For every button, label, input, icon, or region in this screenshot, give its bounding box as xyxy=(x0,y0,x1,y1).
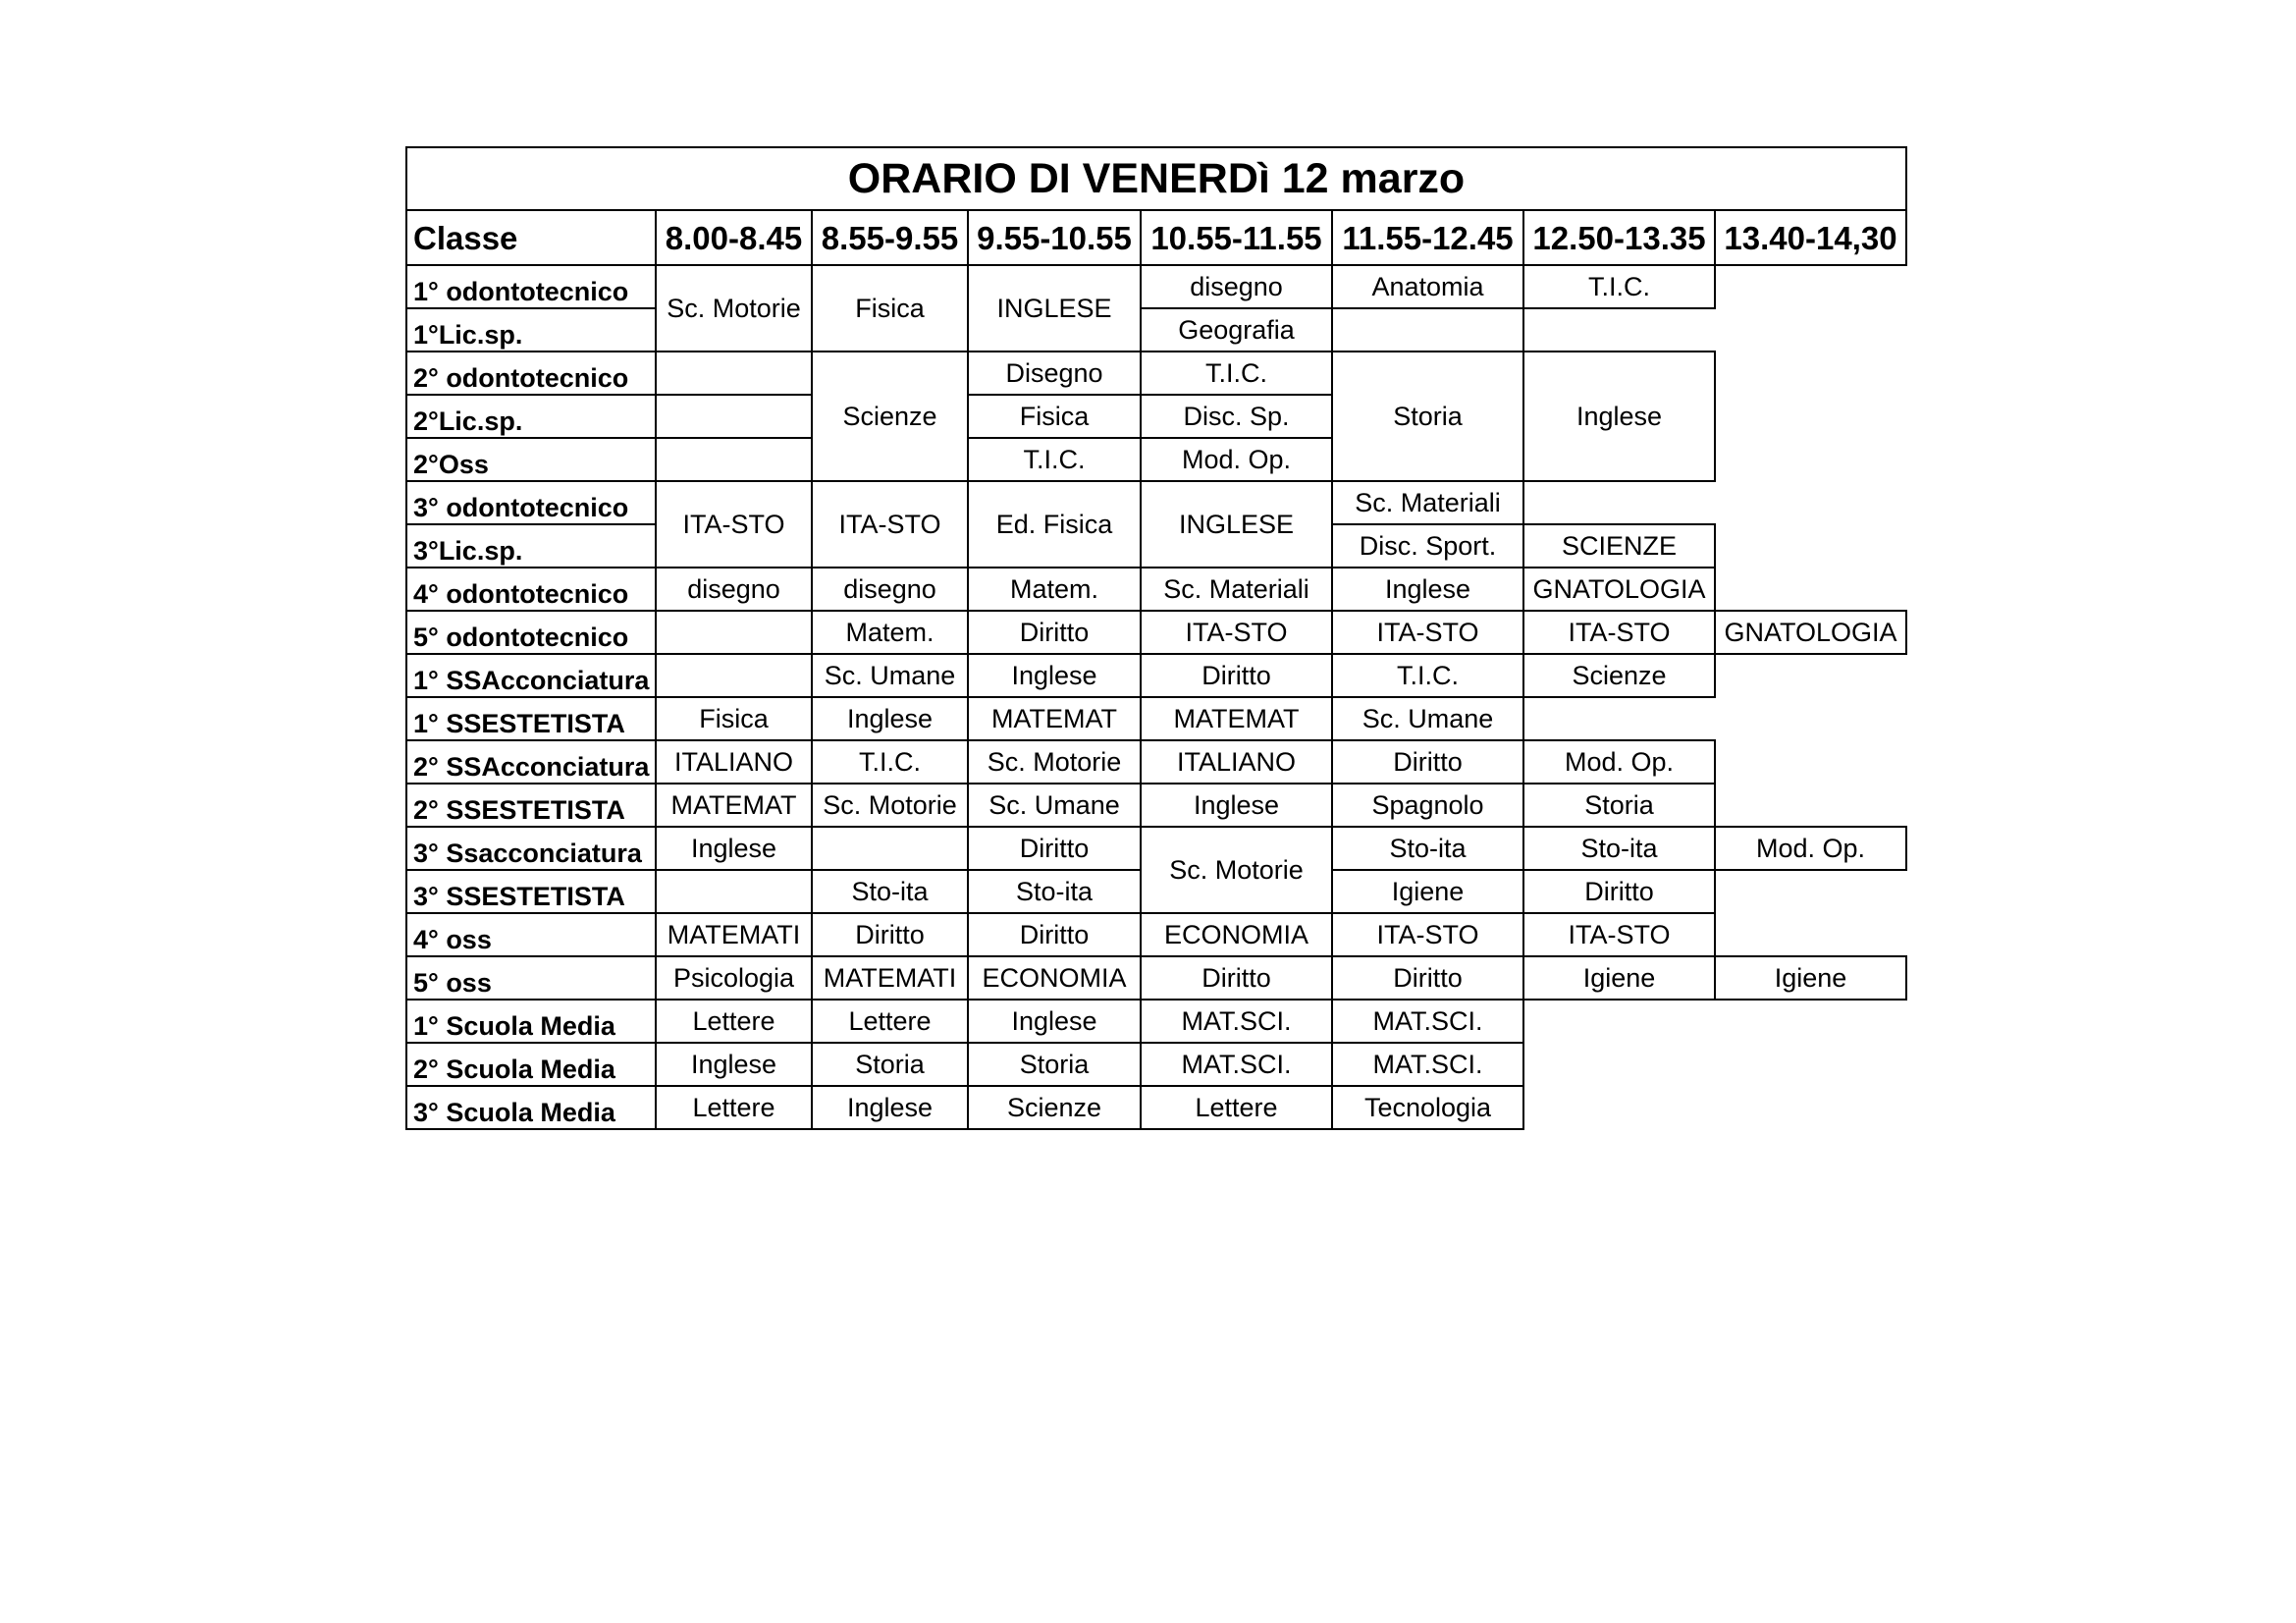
header-slot: 11.55-12.45 xyxy=(1332,210,1523,265)
lesson-cell: Matem. xyxy=(968,568,1141,611)
lesson-cell: T.I.C. xyxy=(1332,654,1523,697)
lesson-cell: ITA-STO xyxy=(1523,611,1715,654)
empty-cell xyxy=(1715,395,1906,438)
lesson-cell: MATEMATI xyxy=(656,913,812,956)
lesson-cell: Sc. Umane xyxy=(812,654,968,697)
empty-cell xyxy=(1715,568,1906,611)
lesson-cell: Inglese xyxy=(1332,568,1523,611)
lesson-cell: ITALIANO xyxy=(1141,740,1332,784)
lesson-cell: MAT.SCI. xyxy=(1141,1000,1332,1043)
class-name: 3° SSESTETISTA xyxy=(406,870,656,913)
class-name: 2° odontotecnico xyxy=(406,352,656,395)
lesson-cell: Fisica xyxy=(656,697,812,740)
lesson-cell: Inglese xyxy=(1523,352,1715,481)
lesson-cell: Tecnologia xyxy=(1332,1086,1523,1129)
header-row xyxy=(406,210,1906,265)
lesson-cell: Scienze xyxy=(968,1086,1141,1129)
table-row xyxy=(406,913,1906,956)
lesson-cell: Inglese xyxy=(812,1086,968,1129)
lesson-cell: Diritto xyxy=(1141,654,1332,697)
lesson-cell xyxy=(656,352,812,395)
table-row xyxy=(406,481,1906,524)
lesson-cell: INGLESE xyxy=(1141,481,1332,568)
empty-cell xyxy=(1523,308,1715,352)
lesson-cell xyxy=(656,611,812,654)
class-name: 3° Scuola Media xyxy=(406,1086,656,1129)
empty-cell xyxy=(1715,481,1906,524)
header-slot: 8.55-9.55 xyxy=(812,210,968,265)
schedule-table xyxy=(405,146,1907,1130)
table-row xyxy=(406,611,1906,654)
lesson-cell: Sto-ita xyxy=(1523,827,1715,870)
lesson-cell: Fisica xyxy=(968,395,1141,438)
lesson-cell: ITA-STO xyxy=(1332,913,1523,956)
lesson-cell: T.I.C. xyxy=(1523,265,1715,308)
lesson-cell: Ed. Fisica xyxy=(968,481,1141,568)
lesson-cell: Diritto xyxy=(968,913,1141,956)
header-slot: 10.55-11.55 xyxy=(1141,210,1332,265)
lesson-cell: ITA-STO xyxy=(1523,913,1715,956)
lesson-cell: ITA-STO xyxy=(1141,611,1332,654)
lesson-cell: MAT.SCI. xyxy=(1332,1043,1523,1086)
table-row xyxy=(406,654,1906,697)
class-name: 4° odontotecnico xyxy=(406,568,656,611)
lesson-cell: Inglese xyxy=(656,1043,812,1086)
lesson-cell: Diritto xyxy=(1523,870,1715,913)
class-name: 2° SSESTETISTA xyxy=(406,784,656,827)
lesson-cell: Lettere xyxy=(812,1000,968,1043)
table-row xyxy=(406,308,1906,352)
lesson-cell: T.I.C. xyxy=(812,740,968,784)
schedule-title: ORARIO DI VENERDì 12 marzo xyxy=(406,147,1906,210)
header-classe: Classe xyxy=(406,210,656,265)
table-row xyxy=(406,784,1906,827)
lesson-cell: Storia xyxy=(1332,352,1523,481)
lesson-cell: Scienze xyxy=(1523,654,1715,697)
lesson-cell: Sc. Motorie xyxy=(1141,827,1332,913)
empty-cell xyxy=(1715,697,1906,740)
lesson-cell: Matem. xyxy=(812,611,968,654)
lesson-cell: Sc. Materiali xyxy=(1141,568,1332,611)
lesson-cell: Diritto xyxy=(968,827,1141,870)
lesson-cell: Sto-ita xyxy=(968,870,1141,913)
table-row xyxy=(406,568,1906,611)
lesson-cell: Storia xyxy=(812,1043,968,1086)
table-row xyxy=(406,1000,1906,1043)
class-name: 2° Scuola Media xyxy=(406,1043,656,1086)
class-name: 3° odontotecnico xyxy=(406,481,656,524)
empty-cell xyxy=(1715,913,1906,956)
empty-cell xyxy=(1523,481,1715,524)
class-name: 1°Lic.sp. xyxy=(406,308,656,352)
lesson-cell: disegno xyxy=(812,568,968,611)
header-slot: 9.55-10.55 xyxy=(968,210,1141,265)
lesson-cell: Igiene xyxy=(1332,870,1523,913)
lesson-cell: MAT.SCI. xyxy=(1332,1000,1523,1043)
lesson-cell xyxy=(656,870,812,913)
lesson-cell: T.I.C. xyxy=(968,438,1141,481)
table-row xyxy=(406,740,1906,784)
lesson-cell: disegno xyxy=(656,568,812,611)
lesson-cell: Igiene xyxy=(1523,956,1715,1000)
lesson-cell: Spagnolo xyxy=(1332,784,1523,827)
empty-cell xyxy=(1715,352,1906,395)
class-name: 2°Oss xyxy=(406,438,656,481)
class-name: 5° odontotecnico xyxy=(406,611,656,654)
lesson-cell: INGLESE xyxy=(968,265,1141,352)
lesson-cell: Disc. Sport. xyxy=(1332,524,1523,568)
lesson-cell xyxy=(656,654,812,697)
lesson-cell: Igiene xyxy=(1715,956,1906,1000)
lesson-cell: Sc. Motorie xyxy=(656,265,812,352)
lesson-cell: Diritto xyxy=(812,913,968,956)
lesson-cell xyxy=(812,827,968,870)
lesson-cell: Sto-ita xyxy=(1332,827,1523,870)
class-name: 2° SSAcconciatura xyxy=(406,740,656,784)
lesson-cell: GNATOLOGIA xyxy=(1523,568,1715,611)
lesson-cell: Lettere xyxy=(656,1086,812,1129)
lesson-cell: MATEMAT xyxy=(968,697,1141,740)
lesson-cell: Anatomia xyxy=(1332,265,1523,308)
lesson-cell: Sc. Motorie xyxy=(812,784,968,827)
lesson-cell: Lettere xyxy=(1141,1086,1332,1129)
lesson-cell: GNATOLOGIA xyxy=(1715,611,1906,654)
lesson-cell: Diritto xyxy=(1141,956,1332,1000)
empty-cell xyxy=(1715,1086,1906,1129)
lesson-cell: Psicologia xyxy=(656,956,812,1000)
empty-cell xyxy=(1715,1043,1906,1086)
lesson-cell: Diritto xyxy=(968,611,1141,654)
empty-cell xyxy=(1715,870,1906,913)
empty-cell xyxy=(1523,1086,1715,1129)
lesson-cell: MATEMAT xyxy=(1141,697,1332,740)
empty-cell xyxy=(1715,308,1906,352)
class-name: 1° Scuola Media xyxy=(406,1000,656,1043)
empty-cell xyxy=(1715,740,1906,784)
lesson-cell xyxy=(656,438,812,481)
empty-cell xyxy=(1715,654,1906,697)
empty-cell xyxy=(1715,524,1906,568)
lesson-cell: Fisica xyxy=(812,265,968,352)
empty-cell xyxy=(1715,784,1906,827)
lesson-cell: Storia xyxy=(968,1043,1141,1086)
empty-cell xyxy=(1523,697,1715,740)
lesson-cell: Disc. Sp. xyxy=(1141,395,1332,438)
header-slot: 8.00-8.45 xyxy=(656,210,812,265)
empty-cell xyxy=(1715,1000,1906,1043)
lesson-cell: disegno xyxy=(1141,265,1332,308)
lesson-cell: ITA-STO xyxy=(1332,611,1523,654)
lesson-cell xyxy=(1332,308,1523,352)
class-name: 5° oss xyxy=(406,956,656,1000)
lesson-cell: Diritto xyxy=(1332,740,1523,784)
lesson-cell: ECONOMIA xyxy=(1141,913,1332,956)
lesson-cell: T.I.C. xyxy=(1141,352,1332,395)
lesson-cell: ITA-STO xyxy=(812,481,968,568)
lesson-cell: Scienze xyxy=(812,352,968,481)
empty-cell xyxy=(1523,1043,1715,1086)
class-name: 2°Lic.sp. xyxy=(406,395,656,438)
lesson-cell: Disegno xyxy=(968,352,1141,395)
table-row xyxy=(406,697,1906,740)
lesson-cell: Storia xyxy=(1523,784,1715,827)
lesson-cell: MAT.SCI. xyxy=(1141,1043,1332,1086)
lesson-cell: Inglese xyxy=(656,827,812,870)
lesson-cell: Inglese xyxy=(968,1000,1141,1043)
header-slot: 13.40-14,30 xyxy=(1715,210,1906,265)
empty-cell xyxy=(1715,438,1906,481)
lesson-cell: Inglese xyxy=(812,697,968,740)
lesson-cell: SCIENZE xyxy=(1523,524,1715,568)
lesson-cell: Diritto xyxy=(1332,956,1523,1000)
class-name: 1° SSESTETISTA xyxy=(406,697,656,740)
lesson-cell: Geografia xyxy=(1141,308,1332,352)
table-row xyxy=(406,352,1906,395)
header-slot: 12.50-13.35 xyxy=(1523,210,1715,265)
class-name: 3° Ssacconciatura xyxy=(406,827,656,870)
lesson-cell: Mod. Op. xyxy=(1141,438,1332,481)
class-name: 4° oss xyxy=(406,913,656,956)
empty-cell xyxy=(1523,1000,1715,1043)
lesson-cell: ECONOMIA xyxy=(968,956,1141,1000)
class-name: 3°Lic.sp. xyxy=(406,524,656,568)
class-name: 1° odontotecnico xyxy=(406,265,656,308)
table-row xyxy=(406,827,1906,870)
lesson-cell: Sc. Motorie xyxy=(968,740,1141,784)
table-row xyxy=(406,265,1906,308)
lesson-cell: Sto-ita xyxy=(812,870,968,913)
lesson-cell: ITALIANO xyxy=(656,740,812,784)
lesson-cell: Sc. Umane xyxy=(1332,697,1523,740)
table-row xyxy=(406,1043,1906,1086)
lesson-cell: Lettere xyxy=(656,1000,812,1043)
empty-cell xyxy=(1715,265,1906,308)
class-name: 1° SSAcconciatura xyxy=(406,654,656,697)
lesson-cell: MATEMATI xyxy=(812,956,968,1000)
table-row xyxy=(406,1086,1906,1129)
lesson-cell: Sc. Materiali xyxy=(1332,481,1523,524)
lesson-cell: Inglese xyxy=(968,654,1141,697)
lesson-cell: ITA-STO xyxy=(656,481,812,568)
lesson-cell: Mod. Op. xyxy=(1715,827,1906,870)
lesson-cell xyxy=(656,395,812,438)
lesson-cell: Sc. Umane xyxy=(968,784,1141,827)
lesson-cell: Mod. Op. xyxy=(1523,740,1715,784)
table-row xyxy=(406,956,1906,1000)
lesson-cell: MATEMAT xyxy=(656,784,812,827)
lesson-cell: Inglese xyxy=(1141,784,1332,827)
